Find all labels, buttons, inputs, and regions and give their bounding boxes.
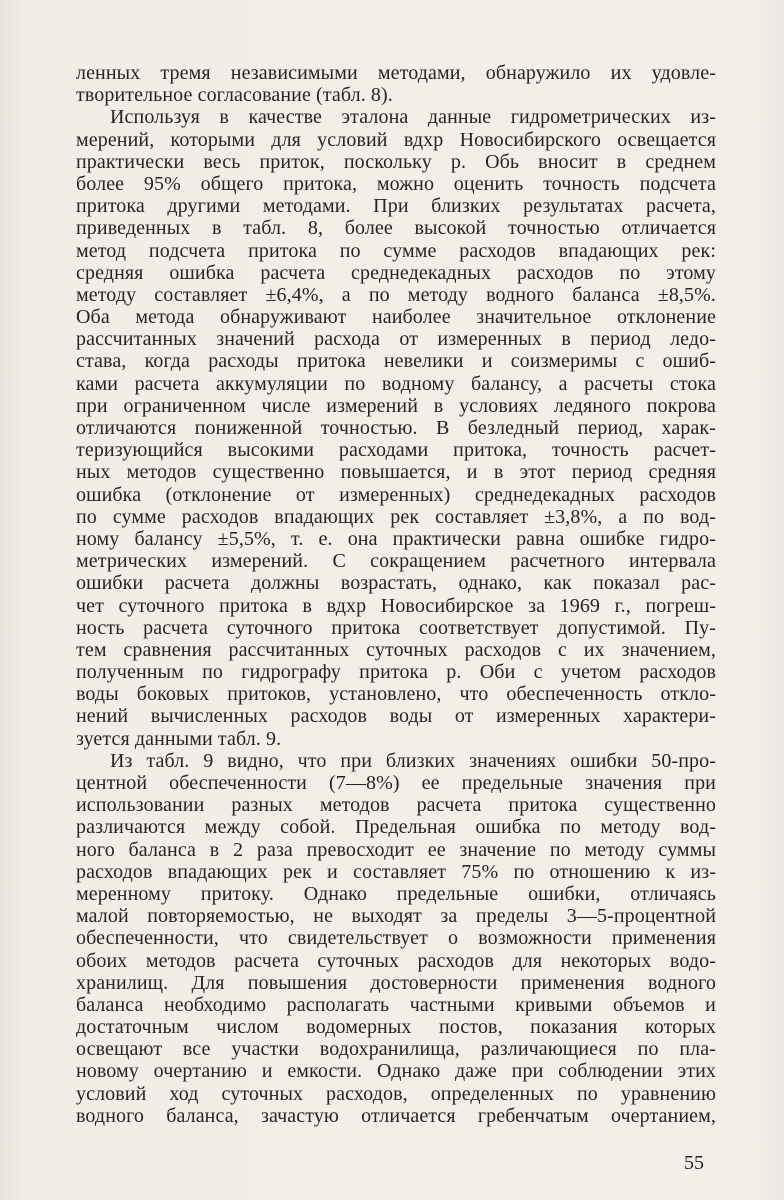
text-line: чет суточного притока в вдхр Новосибирское за 1969 г., погреш- xyxy=(76,594,716,617)
text-line: водного баланса, зачастую отличается гребенчатым очертанием, xyxy=(76,1104,716,1127)
text-line: ленных тремя независимыми методами, обнаружило их удовле- xyxy=(76,62,716,84)
text-line: ного баланса в 2 раза превосходит ее значение по методу суммы xyxy=(76,838,716,861)
text-line: меренному притоку. Однако предельные ошибки, отличаясь xyxy=(76,882,716,905)
text-line: ному балансу ±5,5%, т. е. она практически равна ошибке гидро- xyxy=(76,527,716,550)
text-line: творительное согласование (табл. 8). xyxy=(76,84,393,107)
text-line: хранилищ. Для повышения достоверности применения водного xyxy=(76,971,716,994)
text-line: Из табл. 9 видно, что при близких значениях ошибки 50-про- xyxy=(110,749,716,772)
text-line: использовании разных методов расчета притока существенно xyxy=(76,794,716,817)
text-line: различаются между собой. Предельная ошибка по методу вод- xyxy=(76,816,716,839)
text-line: полученным по гидрографу притока р. Оби с учетом расходов xyxy=(76,661,716,684)
text-line: новому очертанию и емкости. Однако даже при соблюдении этих xyxy=(76,1060,716,1083)
text-line: освещают все участки водохранилища, различающиеся по пла- xyxy=(76,1038,716,1061)
text-line: теризующийся высокими расходами притока, точность расчет- xyxy=(76,439,716,462)
text-line: Оба метода обнаруживают наиболее значительное отклонение xyxy=(76,306,716,329)
text-line: става, когда расходы притока невелики и соизмеримы с ошиб- xyxy=(76,350,716,373)
text-line: более 95% общего притока, можно оценить точность подсчета xyxy=(76,172,716,195)
text-line: баланса необходимо располагать частными кривыми объемов и xyxy=(76,993,716,1016)
body-text xyxy=(76,62,716,1127)
text-line: при ограниченном числе измерений в условиях ледяного покрова xyxy=(76,394,716,417)
text-line: рассчитанных значений расхода от измеренных в период ледо- xyxy=(76,328,716,351)
text-line: условий ход суточных расходов, определенных по уравнению xyxy=(76,1082,716,1105)
text-line: мерений, которыми для условий вдхр Новосибирского освещается xyxy=(76,128,716,151)
text-line: Используя в качестве эталона данные гидрометрических из- xyxy=(110,106,716,129)
text-line: ных методов существенно повышается, и в этот период средняя xyxy=(76,461,716,484)
text-line: ность расчета суточного притока соответствует допустимой. Пу- xyxy=(76,616,716,639)
paragraph-2 xyxy=(76,106,716,749)
text-line: тем сравнения рассчитанных суточных расходов с их значением, xyxy=(76,638,716,661)
text-line: приведенных в табл. 8, более высокой точностью отличается xyxy=(76,217,716,240)
text-line: воды боковых притоков, установлено, что обеспеченность откло- xyxy=(76,683,716,706)
text-line: метрических измерений. С сокращением расчетного интервала xyxy=(76,550,716,573)
text-line: обеспеченности, что свидетельствует о возможности применения xyxy=(76,927,716,950)
text-line: практически весь приток, поскольку р. Обь вносит в среднем xyxy=(76,150,716,173)
text-line: метод подсчета притока по сумме расходов впадающих рек: xyxy=(76,239,716,262)
text-line: притока другими методами. При близких результатах расчета, xyxy=(76,195,716,218)
text-line: методу составляет ±6,4%, а по методу водного баланса ±8,5%. xyxy=(76,283,716,306)
paragraph-1 xyxy=(76,62,716,106)
paragraph-3 xyxy=(76,750,716,1127)
text-line: достаточным числом водомерных постов, показания которых xyxy=(76,1016,716,1039)
text-line: ошибки расчета должны возрастать, однако, как показал рас- xyxy=(76,572,716,595)
text-line: отличаются пониженной точностью. В безледный период, харак- xyxy=(76,417,716,439)
text-line: средняя ошибка расчета среднедекадных расходов по этому xyxy=(76,261,716,284)
text-line: центной обеспеченности (7—8%) ее предельные значения при xyxy=(76,772,716,794)
text-line: малой повторяемостью, не выходят за пределы 3—5-процентной xyxy=(76,905,716,928)
text-line: ками расчета аккумуляции по водному балансу, а расчеты стока xyxy=(76,372,716,395)
text-line: обоих методов расчета суточных расходов для некоторых водо- xyxy=(76,949,716,972)
page-number: 55 xyxy=(684,1152,704,1174)
text-line: ошибка (отклонение от измеренных) среднедекадных расходов xyxy=(76,483,716,506)
text-line: нений вычисленных расходов воды от измеренных характери- xyxy=(76,705,716,728)
text-line: зуется данными табл. 9. xyxy=(76,727,282,750)
text-line: по сумме расходов впадающих рек составляет ±3,8%, а по вод- xyxy=(76,505,716,528)
text-line: расходов впадающих рек и составляет 75% по отношению к из- xyxy=(76,860,716,883)
